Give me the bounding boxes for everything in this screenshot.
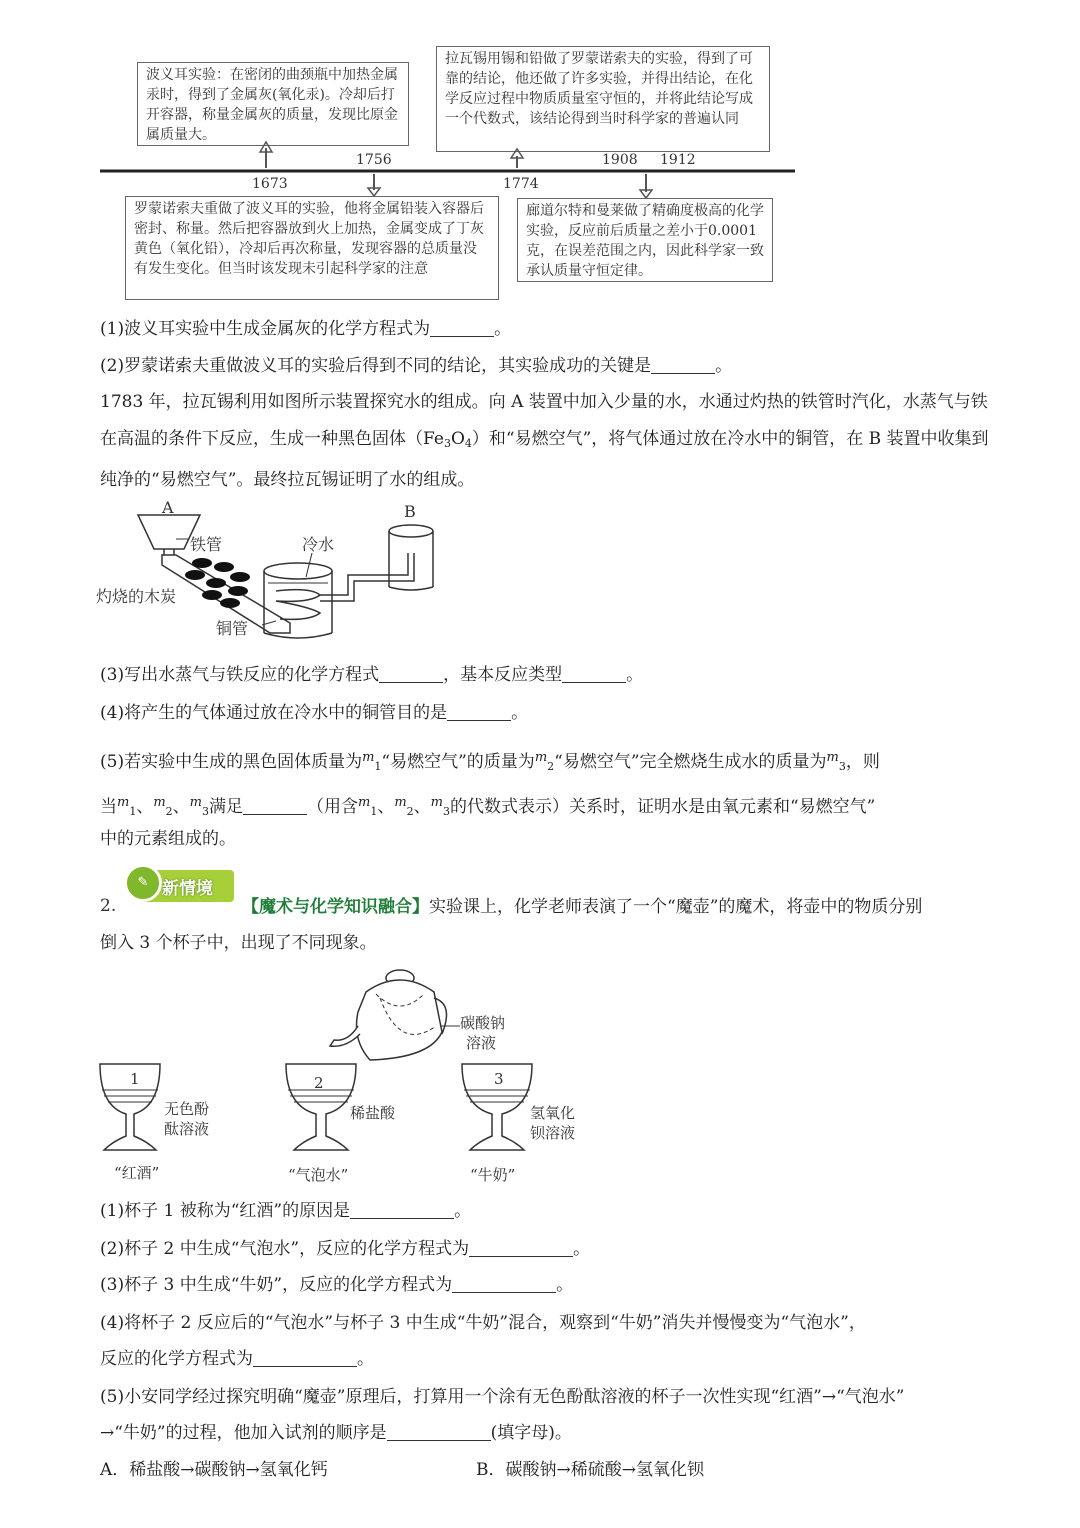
option-a[interactable]: A．稀盐酸→碳酸钠→氢氧化钙 [100,1460,328,1480]
question-1-intro: 1783 年，拉瓦锡利用如图所示装置探究水的组成。向 A 装置中加入少量的水，水通过灼热的铁管时汽化，水蒸气与铁在高温的条件下反应，生成一种黑色固体$(Fe_3O_4)$和“易燃空气”，将气体通过放在冷水中的铜管，在 B 装置中收集到纯净的“易燃空气”。最终拉瓦锡证明了水的组成。 [100,392,989,490]
year-1756: 1756 [356,152,392,168]
answer-blank[interactable] [452,1274,556,1293]
year-1908: 1908 [602,152,638,168]
answer-blank[interactable] [379,664,443,683]
answer-blank[interactable] [469,1238,573,1257]
answer-blank[interactable] [430,318,494,337]
question-1-1: (1)波义耳实验中生成金属灰的化学方程式为 。 [100,319,512,339]
cup-3-label-line1: 氢氧化 [530,1104,576,1122]
option-b[interactable]: B．碳酸钠→稀硫酸→氢氧化钡 [476,1460,704,1480]
question-2-number: 2. [100,896,117,916]
timeline-box-lavoisier: 拉瓦锡用锡和铅做了罗蒙诺索夫的实验，得到了可靠的结论，他还做了许多实验，并得出结论，在化学反应过程中物质质量室守恒的，并将此结论写成一个代数式，该结论得到当时科学家的普遍认同 [436,46,770,152]
question-2-intro-line1: 【魔术与化学知识融合】实验课上，化学老师表演了一个“魔壶”的魔术，将壶中的物质分别 [242,897,923,917]
label-charcoal: 灼烧的木炭 [96,587,177,606]
question-2-4-line1: (4)将杯子 2 反应后的“气泡水”与杯子 3 中生成“牛奶”混合，观察到“牛奶”消失并慢慢变为“气泡水”， [100,1313,866,1333]
question-2-5-line2: →“牛奶”的过程，他加入试剂的顺序是 (填字母)。 [100,1423,572,1443]
cup-2-number: 2 [314,1074,324,1092]
cup-3-label-line2: 钡溶液 [530,1124,576,1142]
question-1-5-line2: 当$^m_1$、$^m_2$、$^m_3$满足 （用含$^m_1$、$^m_2$、$^m_3$的代数式表示）关系时，证明水是由氧元素和“易燃空气” [100,795,876,818]
answer-blank[interactable] [243,796,307,815]
answer-blank[interactable] [562,664,626,683]
cup-2-label-line1: 稀盐酸 [350,1104,396,1122]
question-2-tag: 【魔术与化学知识融合】 [242,897,429,917]
badge-icon: ✎ [124,864,162,902]
question-2-2: (2)杯子 2 中生成“气泡水”，反应的化学方程式为 。 [100,1239,591,1259]
label-a: A [162,498,174,517]
label-copper-tube: 铜管 [216,619,249,638]
timeline-box-lomonosov: 罗蒙诺索夫重做了波义耳的实验，他将金属铅装入容器后密封、称量。然后把容器放到火上加热，金属变成了丁灰黄色（氧化铅），冷却后再次称量，发现容器的总质量没有发生变化。但当时该发现未引起科学家的注意 [125,196,499,300]
year-1912: 1912 [660,152,696,168]
cup-3-number: 3 [494,1070,504,1088]
question-1-4: (4)将产生的气体通过放在冷水中的铜管目的是 。 [100,703,529,723]
label-b: B [404,502,416,521]
answer-blank[interactable] [350,1200,454,1219]
cup-1-label-line2: 酞溶液 [164,1120,210,1138]
year-1673: 1673 [252,176,288,192]
label-iron-tube: 铁管 [190,535,223,554]
question-2-4-line2: 反应的化学方程式为 。 [100,1349,374,1369]
cup-1-label-line1: 无色酚 [164,1100,210,1118]
timeline-axis [0,0,1080,320]
answer-blank[interactable] [387,1422,491,1441]
cup-1-name: “红酒” [114,1164,160,1182]
question-2-3: (3)杯子 3 中生成“牛奶”，反应的化学方程式为 。 [100,1275,574,1295]
question-1-3: (3)写出水蒸气与铁反应的化学方程式 ，基本反应类型 。 [100,665,644,685]
label-cold-water: 冷水 [302,535,335,554]
answer-blank[interactable] [253,1348,357,1367]
teapot-label-line2: 溶液 [466,1034,497,1052]
question-2-intro-line2: 倒入 3 个杯子中，出现了不同现象。 [100,933,377,953]
cup-2-name: “气泡水” [288,1166,349,1184]
timeline-box-boyle: 波义耳实验：在密闭的曲颈瓶中加热金属汞时，得到了金属灰(氧化汞)。冷却后打开容器，称量金属灰的质量，发现比原金属质量大。 [137,62,409,146]
year-1774: 1774 [503,176,539,192]
cup-1-number: 1 [130,1070,140,1088]
apparatus-diagram [90,495,450,645]
cup-3-name: “牛奶” [470,1166,516,1184]
question-2-1: (1)杯子 1 被称为“红酒”的原因是 。 [100,1201,472,1221]
answer-blank[interactable] [447,702,511,721]
answer-blank[interactable] [651,355,715,374]
question-2-5-line1: (5)小安同学经过探究明确“魔壶”原理后，打算用一个涂有无色酚酞溶液的杯子一次性实现“红酒”→“气泡水” [100,1387,905,1407]
timeline-box-landolt: 廊道尔特和曼莱做了精确度极高的化学实验，反应前后质量之差小于0.0001克，在误差范围之内，因此科学家一致承认质量守恒定律。 [517,198,773,282]
question-1-2: (2)罗蒙诺索夫重做波义耳的实验后得到不同的结论，其实验成功的关键是 。 [100,356,733,376]
question-1-5-line3: 中的元素组成的。 [100,829,236,849]
new-context-badge: ✎ 新情境 [128,870,234,902]
magic-teapot-diagram [90,960,610,1190]
question-1-5-line1: (5)若实验中生成的黑色固体质量为$^m_1$“易燃空气”的质量为$^m_2$“易燃空气”完全燃烧生成水的质量为$^m_3$，则 [100,750,880,773]
teapot-label-line1: 碳酸钠 [460,1014,506,1032]
